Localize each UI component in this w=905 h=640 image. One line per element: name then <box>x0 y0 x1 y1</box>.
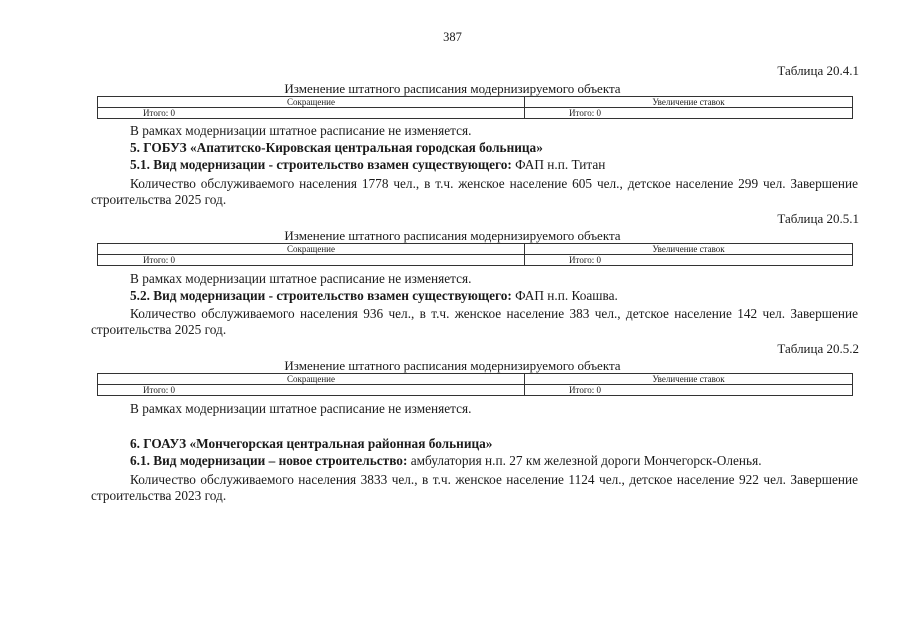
table-label: Таблица 20.4.1 <box>777 63 859 78</box>
modernization-type-label: 5.2. Вид модернизации - строительство взамен существующего: <box>130 288 512 303</box>
paragraph-no-change: В рамках модернизации штатное расписание не изменяется. <box>130 271 472 286</box>
modernization-type <box>130 288 618 304</box>
paragraph-no-change: В рамках модернизации штатное расписание не изменяется. <box>130 123 472 138</box>
paragraph-no-change: В рамках модернизации штатное расписание не изменяется. <box>130 401 472 416</box>
total-increase-cell: Итого: 0 <box>525 385 853 396</box>
section-heading: 5. ГОБУЗ «Апатитско-Кировская центральная городская больница» <box>130 140 543 155</box>
col-header-reduction: Сокращение <box>98 374 525 385</box>
total-reduction-cell: Итого: 0 <box>98 385 525 396</box>
modernization-type-object: ФАП н.п. Титан <box>511 157 606 172</box>
col-header-reduction: Сокращение <box>98 97 525 108</box>
total-reduction-cell: Итого: 0 <box>98 255 525 266</box>
page-number: 387 <box>443 30 462 44</box>
staff-change-table <box>97 243 853 266</box>
modernization-type <box>130 453 762 469</box>
modernization-type-label: 6.1. Вид модернизации – новое строительство: <box>130 453 408 468</box>
table-row <box>98 255 853 266</box>
table-row <box>98 385 853 396</box>
table-header-row <box>98 97 853 108</box>
table-header-row <box>98 374 853 385</box>
total-reduction-cell: Итого: 0 <box>98 108 525 119</box>
table-title: Изменение штатного расписания модернизируемого объекта <box>284 228 621 243</box>
modernization-type <box>130 157 605 173</box>
table-title: Изменение штатного расписания модернизируемого объекта <box>284 358 621 373</box>
population-paragraph: Количество обслуживаемого населения 936 чел., в т.ч. женское население 383 чел., детское население 142 чел. Завершение строительства 2025 год. <box>91 306 858 337</box>
section-heading: 6. ГОАУЗ «Мончегорская центральная районная больница» <box>130 436 493 451</box>
table-row <box>98 108 853 119</box>
population-paragraph: Количество обслуживаемого населения 1778 чел., в т.ч. женское население 605 чел., детское население 299 чел. Завершение строительства 2025 год. <box>91 176 858 207</box>
modernization-type-label: 5.1. Вид модернизации - строительство взамен существующего: <box>130 157 512 172</box>
col-header-increase: Увеличение ставок <box>525 374 853 385</box>
staff-change-table <box>97 373 853 396</box>
table-label: Таблица 20.5.2 <box>777 341 859 356</box>
total-increase-cell: Итого: 0 <box>525 255 853 266</box>
modernization-type-object: ФАП н.п. Коашва. <box>511 288 618 303</box>
population-paragraph: Количество обслуживаемого населения 3833 чел., в т.ч. женское население 1124 чел., детское население 922 чел. Завершение строительства 2023 год. <box>91 472 858 503</box>
staff-change-table <box>97 96 853 119</box>
table-title: Изменение штатного расписания модернизируемого объекта <box>284 81 621 96</box>
col-header-increase: Увеличение ставок <box>525 244 853 255</box>
table-label: Таблица 20.5.1 <box>777 211 859 226</box>
table-header-row <box>98 244 853 255</box>
col-header-reduction: Сокращение <box>98 244 525 255</box>
col-header-increase: Увеличение ставок <box>525 97 853 108</box>
total-increase-cell: Итого: 0 <box>525 108 853 119</box>
modernization-type-object: амбулатория н.п. 27 км железной дороги Мончегорск-Оленья. <box>407 453 762 468</box>
